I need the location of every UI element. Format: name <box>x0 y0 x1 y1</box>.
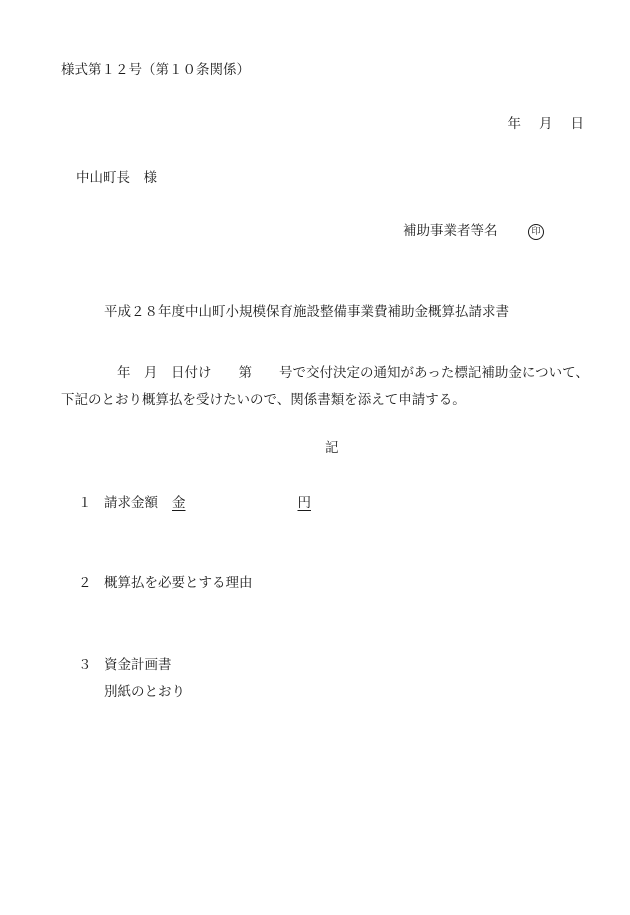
amount-field <box>172 497 311 511</box>
item-number: １ <box>78 495 92 511</box>
form-number: 様式第１２号（第１０条関係） <box>61 62 250 78</box>
item-request-amount <box>78 497 311 511</box>
item-label: 概算払を必要とする理由 <box>104 575 253 591</box>
addressee: 中山町長 様 <box>76 170 157 186</box>
ki-heading: 記 <box>325 440 339 456</box>
date-year-label: 年 <box>507 116 521 132</box>
amount-prefix: 金 <box>172 495 186 511</box>
document-title: 平成２８年度中山町小規模保育施設整備事業費補助金概算払請求書 <box>104 304 509 320</box>
seal-mark: 印 <box>528 224 544 240</box>
item-number: ３ <box>78 657 92 673</box>
item-label: 請求金額 <box>104 495 158 511</box>
item-funding-plan <box>78 659 172 673</box>
item-label: 資金計画書 <box>104 657 172 673</box>
applicant-label: 補助事業者等名 <box>403 223 498 239</box>
item-number: ２ <box>78 575 92 591</box>
date-line <box>508 118 585 132</box>
item-reason <box>78 577 253 591</box>
date-month-label: 月 <box>539 116 553 132</box>
amount-suffix: 円 <box>297 495 311 511</box>
date-day-label: 日 <box>570 116 584 132</box>
body-text: 年 月 日付け 第 号で交付決定の通知があった標記補助金について、下記のとおり概算払を受けたいので、関係書類を添えて申請する。 <box>61 365 589 408</box>
item-funding-plan-note: 別紙のとおり <box>104 684 185 700</box>
